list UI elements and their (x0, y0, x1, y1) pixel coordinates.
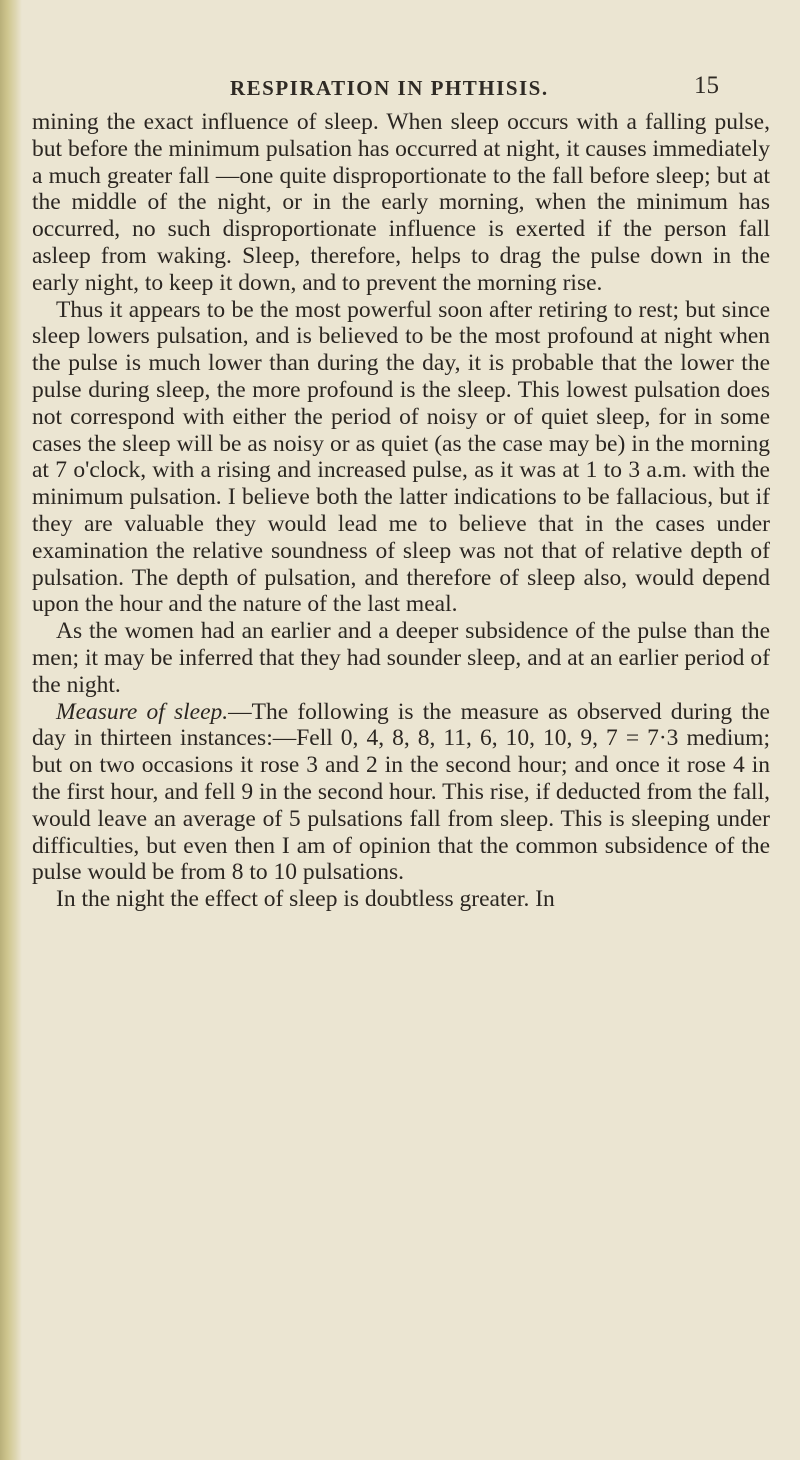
page-number: 15 (694, 72, 719, 99)
paragraph-3: As the women had an earlier and a deeper subsidence of the pulse than the men; it may be inferred that they had sounder sleep, and at an earlier period of the night. (32, 618, 770, 698)
paragraph-4-text: —The following is the measure as observed during the day in thirteen instances:—Fell 0, 4, 8, 8, 11, 6, 10, 10, 9, 7 = 7·3 medium; but on two occasions it rose 3 and 2 in the second hour; and once it rose 4 in the first hour, and fell 9 in the second hour. This rise, if deducted from the fall, would leave an average of 5 pulsations fall from sleep. This is sleeping under difficulties, but even then I am of opinion that the common subsidence of the pulse would be from 8 to 10 pulsations. (32, 698, 770, 886)
section-heading-measure-of-sleep: Measure of sleep. (56, 698, 229, 725)
paragraph-5: In the night the effect of sleep is doubtless greater. In (56, 886, 555, 913)
page-header (0, 72, 800, 106)
body-text (32, 109, 770, 913)
running-head: RESPIRATION IN PHTHISIS. (230, 76, 549, 100)
paragraph-4 (32, 699, 770, 887)
page-gutter-shadow (0, 0, 22, 1460)
paragraph-1: mining the exact influence of sleep. When sleep occurs with a falling pulse, but before the minimum pulsation has occurred at night, it causes immediately a much greater fall —one quite disproportionate to the fall before sleep; but at the middle of the night, or in the early morning, when the minimum has occurred, no such disproportionate influence is exerted if the person fall asleep from waking. Sleep, therefore, helps to drag the pulse down in the early night, to keep it down, and to prevent the morning rise. (32, 109, 770, 296)
paragraph-2: Thus it appears to be the most powerful soon after retiring to rest; but since sleep lowers pulsation, and is believed to be the most profound at night when the pulse is much lower than during the day, it is probable that the lower the pulse during sleep, the more profound is the sleep. This lowest pulsation does not correspond with either the period of noisy or of quiet sleep, for in some cases the sleep will be as noisy or as quiet (as the case may be) in the morning at 7 o'clock, with a rising and increased pulse, as it was at 1 to 3 a.m. with the minimum pulsation. I believe both the latter indications to be fallacious, but if they are valuable they would lead me to believe that in the cases under examination the relative soundness of sleep was not that of relative depth of pulsation. The depth of pulsation, and therefore of sleep also, would depend upon the hour and the nature of the last meal. (32, 296, 770, 618)
